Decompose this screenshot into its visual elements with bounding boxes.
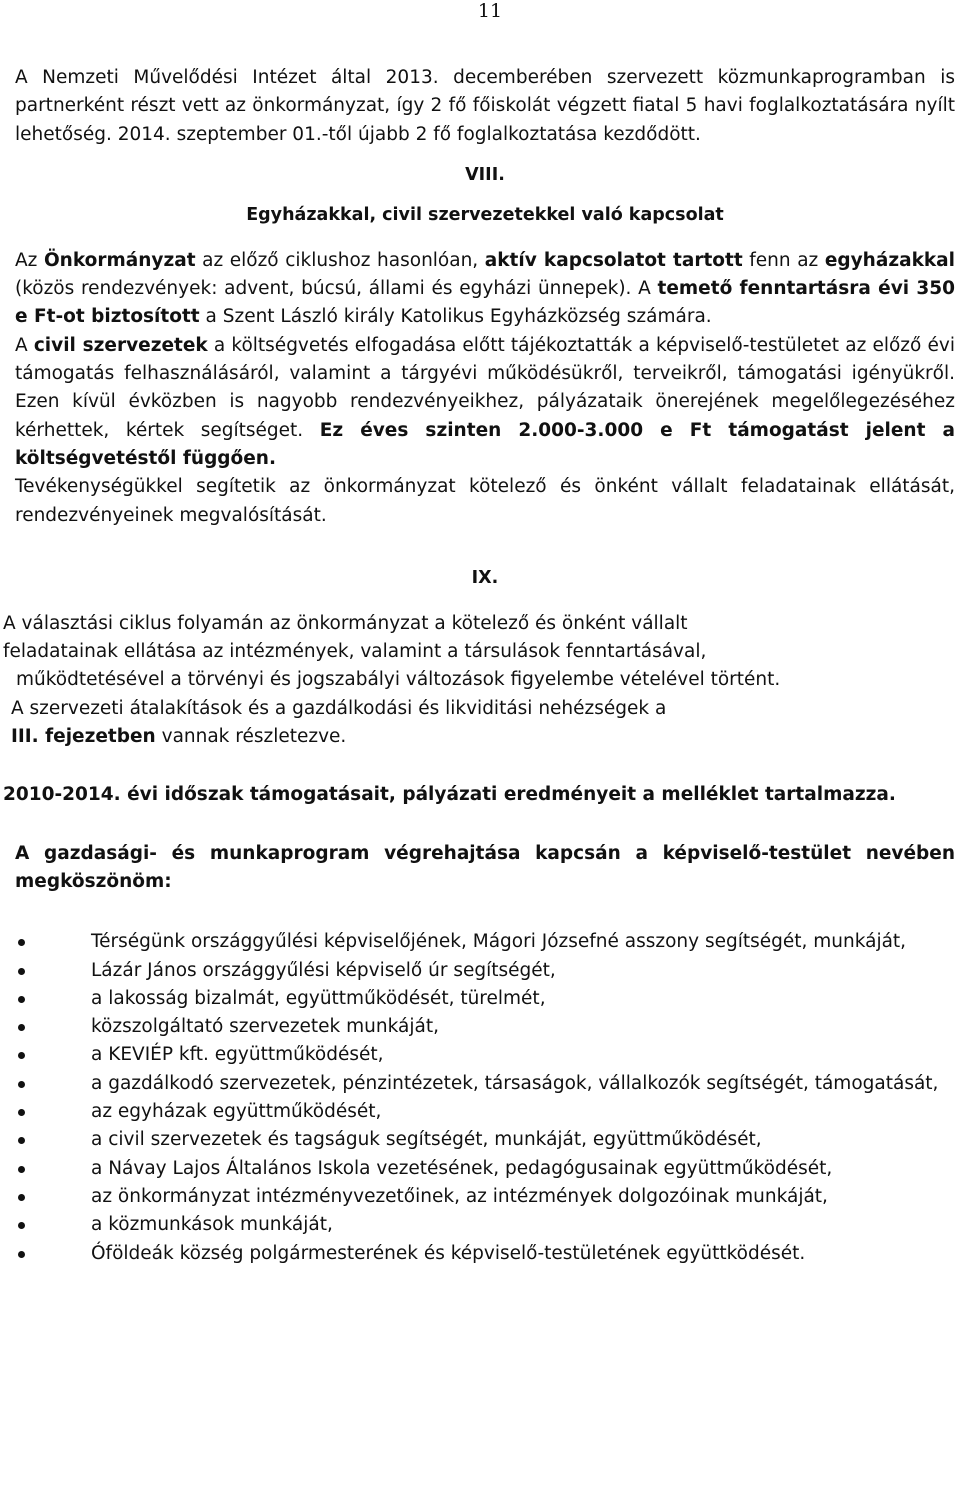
bullet-icon: [18, 1024, 25, 1031]
text-run: az előző ciklushoz hasonlóan,: [195, 249, 485, 271]
list-item: [15, 1126, 955, 1154]
text-run: a költségvetés elfogadása előtt tájékoztatták a képviselő-testületet az előző évi támogatás felhasználásáról, valamint a tárgyévi működésükről, terveikről, támogatási igényükről. Ezen kívül évközben is nagyobb rendezvényeikhez, pályázataik önerejének megelőlegezéséhez kérhettek, kértek segítséget.: [15, 334, 955, 441]
list-item-text: az egyházak együttműködését,: [91, 1101, 382, 1123]
section-8-paragraph-3: Tevékenységükkel segítetik az önkormányzat kötelező és önként vállalt feladatainak ellátását, rendezvényeinek megvalósítását.: [15, 476, 955, 526]
bullet-icon: [18, 939, 25, 946]
list-item: [15, 1070, 955, 1098]
list-item: [15, 928, 955, 956]
bullet-icon: [18, 1222, 25, 1229]
summary-line: 2010-2014. évi időszak támogatásait, pályázati eredményeit a melléklet tartalmazza.: [3, 784, 896, 806]
section-9-number: IX.: [471, 567, 499, 588]
section-9-line-5: [3, 723, 955, 751]
document-body: [3, 64, 956, 1268]
list-item-text: a Návay Lajos Általános Iskola vezetésének, pedagógusainak együttműködését,: [91, 1157, 833, 1179]
thanks-list: [15, 928, 955, 1268]
bullet-icon: [18, 1052, 25, 1059]
section-9-line-4: A szervezeti átalakítások és a gazdálkodási és likviditási nehézségek a: [11, 697, 667, 719]
bullet-icon: [18, 1166, 25, 1173]
text-run: A: [15, 334, 34, 356]
section-8-title: Egyházakkal, civil szervezetekkel való kapcsolat: [246, 204, 724, 225]
bold-run: civil szervezetek: [33, 334, 208, 356]
text-run: a Szent László király Katolikus Egyházközség számára.: [199, 306, 712, 328]
bold-run: Ez éves szinten 2.000-3.000 e Ft támogatást jelent a költségvetéstől függően.: [15, 419, 956, 469]
page-number: 11: [477, 0, 503, 22]
list-item: [15, 1041, 955, 1069]
list-item: [15, 957, 955, 985]
intro-paragraph: A Nemzeti Művelődési Intézet által 2013. decemberében szervezett közmunkaprogramban is partnerként részt vett az önkormányzat, így 2 fő főiskolát végzett fiatal 5 havi foglalkoztatására nyílt lehetőség. 2014. szeptember 01.-től újabb 2 fő foglalkoztatása kezdődött.: [15, 67, 955, 145]
bullet-icon: [18, 1251, 25, 1258]
list-item: [15, 985, 955, 1013]
bullet-icon: [18, 1194, 25, 1201]
list-item: [15, 1211, 955, 1239]
bullet-icon: [18, 1109, 25, 1116]
list-item: [15, 1183, 955, 1211]
section-9-block: [3, 610, 955, 751]
list-item: [15, 1098, 955, 1126]
section-9-line-1: A választási ciklus folyamán az önkormányzat a kötelező és önként vállalt: [3, 612, 688, 634]
list-item-text: a civil szervezetek és tagságuk segítségét, munkáját, együttműködését,: [91, 1129, 762, 1151]
section-8-number: VIII.: [465, 164, 505, 185]
list-item: [15, 1240, 955, 1268]
bold-run: temető fenntartásra évi 350 e Ft-ot biztosított: [15, 278, 955, 328]
bold-run: egyházakkal: [824, 249, 955, 271]
list-item: [15, 1155, 955, 1183]
bullet-icon: [18, 968, 25, 975]
text-run: vannak részletezve.: [155, 726, 347, 748]
text-run: Az: [15, 249, 44, 271]
text-run: (közös rendezvények: advent, búcsú, állami és egyházi ünnepek). A: [15, 278, 658, 300]
list-item-text: az önkormányzat intézményvezetőinek, az intézmények dolgozóinak munkáját,: [91, 1185, 828, 1207]
thanks-heading: A gazdasági- és munkaprogram végrehajtása kapcsán a képviselő-testület nevében megköszönöm:: [15, 842, 955, 892]
list-item-text: közszolgáltató szervezetek munkáját,: [91, 1016, 439, 1038]
bold-run: Önkormányzat: [43, 249, 196, 271]
section-9-line-2: feladatainak ellátása az intézmények, valamint a társulások fenntartásával,: [3, 641, 707, 663]
bullet-icon: [18, 1081, 25, 1088]
section-8-paragraph-1: [15, 247, 955, 332]
bold-run: aktív kapcsolatot tartott: [484, 249, 743, 271]
text-run: fenn az: [742, 249, 825, 271]
list-item-text: Óföldeák község polgármesterének és képviselő-testületének együttködését.: [91, 1242, 806, 1264]
bold-run: III. fejezetben: [11, 726, 156, 748]
list-item-text: a lakosság bizalmát, együttműködését, türelmét,: [91, 987, 546, 1009]
bullet-icon: [18, 1137, 25, 1144]
bullet-icon: [18, 996, 25, 1003]
list-item-text: a közmunkások munkáját,: [91, 1214, 333, 1236]
section-8-paragraph-2: [15, 332, 955, 473]
list-item: [15, 1013, 955, 1041]
list-item-text: a KEVIÉP kft. együttműködését,: [91, 1044, 384, 1066]
list-item-text: Lázár János országgyűlési képviselő úr segítségét,: [91, 959, 556, 981]
section-9-line-3: működtetésével a törvényi és jogszabályi változások figyelembe vételével történt.: [16, 669, 781, 691]
list-item-text: a gazdálkodó szervezetek, pénzintézetek, társaságok, vállalkozók segítségét, támogatását,: [91, 1072, 939, 1094]
list-item-text: Térségünk országgyűlési képviselőjének, Mágori Józsefné asszony segítségét, munkáját,: [91, 931, 907, 953]
